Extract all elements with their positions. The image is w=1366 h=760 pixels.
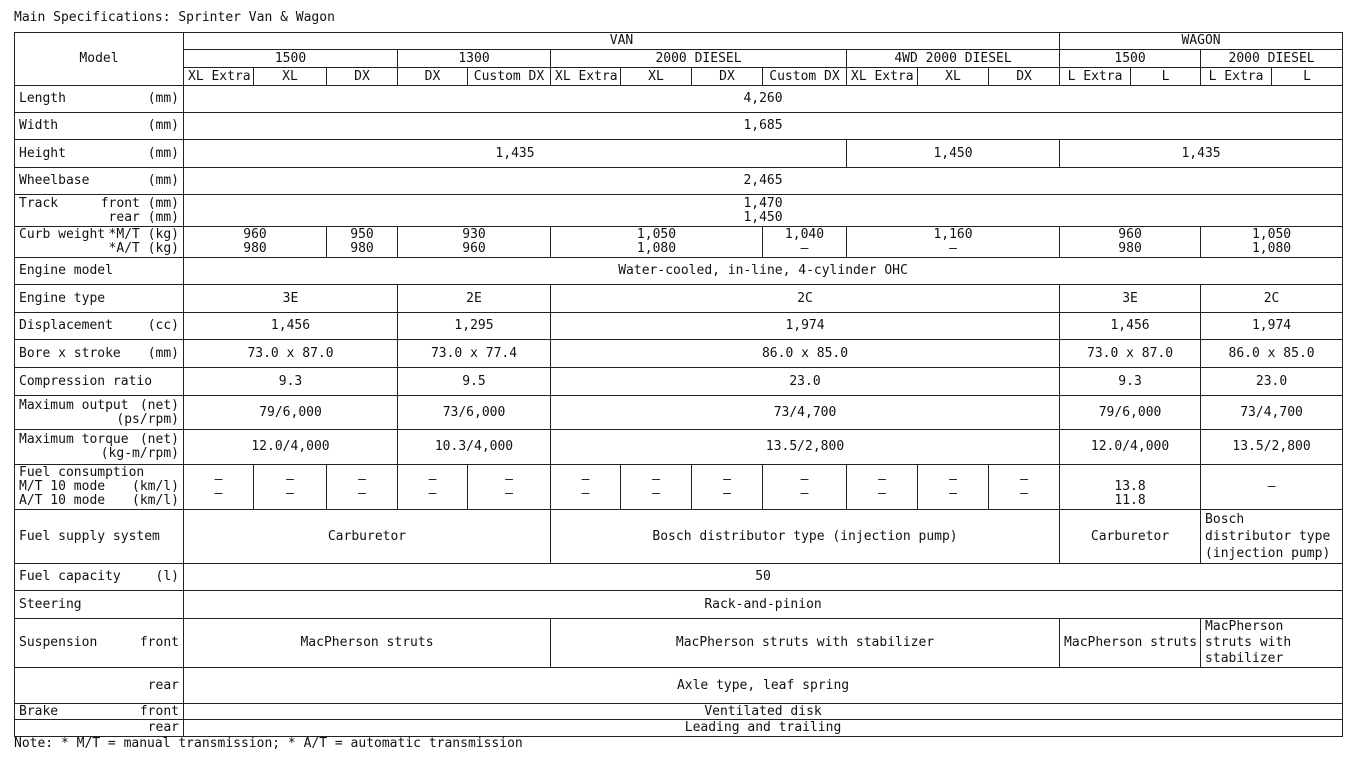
bore-stroke-value: 73.0 x 87.0: [184, 340, 398, 368]
curb-weight-value: 1,040 —: [763, 227, 847, 258]
width-row: [15, 113, 1343, 140]
brake-rear-row: [15, 720, 1343, 737]
grade-header: L: [1272, 68, 1343, 86]
row-label: Engine type: [15, 285, 184, 313]
engine-type-value: 3E: [184, 285, 398, 313]
header-row-engines: [15, 50, 1343, 68]
height-value: 1,435: [1060, 140, 1343, 168]
fuel-consumption-value: — —: [184, 465, 254, 510]
maximum-output-row: [15, 396, 1343, 430]
row-label: Suspension front: [15, 619, 184, 668]
row-label: Fuel capacity (l): [15, 564, 184, 591]
torque-value: 13.5/2,800: [551, 430, 1060, 465]
row-label: Displacement (cc): [15, 313, 184, 340]
grade-header: XL Extra: [184, 68, 254, 86]
grade-header: DX: [989, 68, 1060, 86]
fuel-supply-value: Bosch distributor type (injection pump): [1201, 510, 1343, 564]
curb-weight-row: [15, 227, 1343, 258]
grade-header: XL Extra: [847, 68, 918, 86]
fuel-supply-value: Carburetor: [1060, 510, 1201, 564]
row-label: Curb weight *M/T (kg) *A/T (kg): [15, 227, 184, 258]
brake-front-row: [15, 704, 1343, 720]
wagon-2000-diesel-header: 2000 DIESEL: [1201, 50, 1343, 68]
grade-header: L: [1131, 68, 1201, 86]
fuel-consumption-value: —: [1201, 465, 1343, 510]
grade-header: XL: [918, 68, 989, 86]
row-label: Height (mm): [15, 140, 184, 168]
engine-type-value: 2C: [551, 285, 1060, 313]
van-1500-header: 1500: [184, 50, 398, 68]
engine-type-value: 3E: [1060, 285, 1201, 313]
fuel-consumption-value: — —: [468, 465, 551, 510]
fuel-consumption-value: — —: [918, 465, 989, 510]
height-value: 1,435: [184, 140, 847, 168]
curb-weight-value: 1,050 1,080: [1201, 227, 1343, 258]
torque-value: 13.5/2,800: [1201, 430, 1343, 465]
row-label: Steering: [15, 591, 184, 619]
output-value: 73/6,000: [398, 396, 551, 430]
maximum-torque-row: [15, 430, 1343, 465]
row-label: Fuel supply system: [15, 510, 184, 564]
footnote: Note: * M/T = manual transmission; * A/T = automatic transmission: [14, 736, 523, 751]
bore-stroke-value: 73.0 x 77.4: [398, 340, 551, 368]
header-row-top: [15, 33, 1343, 50]
row-label: Engine model: [15, 258, 184, 285]
van-4wd-header: 4WD 2000 DIESEL: [847, 50, 1060, 68]
output-value: 73/4,700: [1201, 396, 1343, 430]
fuel-consumption-value: — —: [763, 465, 847, 510]
grade-header: Custom DX: [468, 68, 551, 86]
row-label: Fuel consumption M/T 10 mode (km/l) A/T 10 mode (km/l): [15, 465, 184, 510]
displacement-value: 1,295: [398, 313, 551, 340]
output-value: 79/6,000: [1060, 396, 1201, 430]
row-label: Maximum torque (net) (kg-m/rpm): [15, 430, 184, 465]
row-label: Width (mm): [15, 113, 184, 140]
compression-value: 23.0: [1201, 368, 1343, 396]
grade-header: DX: [692, 68, 763, 86]
fuel-consumption-value: — —: [254, 465, 327, 510]
fuel-supply-value: Bosch distributor type (injection pump): [551, 510, 1060, 564]
fuel-consumption-value: — —: [989, 465, 1060, 510]
engine-type-value: 2E: [398, 285, 551, 313]
displacement-value: 1,456: [184, 313, 398, 340]
displacement-value: 1,974: [551, 313, 1060, 340]
suspension-front-row: [15, 619, 1343, 668]
fuel-supply-value: Carburetor: [184, 510, 551, 564]
van-1300-header: 1300: [398, 50, 551, 68]
length-row: [15, 86, 1343, 113]
engine-type-value: 2C: [1201, 285, 1343, 313]
fuel-consumption-value: — —: [398, 465, 468, 510]
wheelbase-value: 2,465: [184, 168, 1343, 195]
suspension-front-value: MacPherson struts: [184, 619, 551, 668]
bore-stroke-value: 73.0 x 87.0: [1060, 340, 1201, 368]
row-label: Track front (mm) rear (mm): [15, 195, 184, 227]
suspension-rear-row: [15, 668, 1343, 704]
specifications-table: [14, 32, 1343, 737]
length-value: 4,260: [184, 86, 1343, 113]
fuel-consumption-value: — —: [327, 465, 398, 510]
compression-value: 9.3: [184, 368, 398, 396]
fuel-capacity-value: 50: [184, 564, 1343, 591]
wheelbase-row: [15, 168, 1343, 195]
width-value: 1,685: [184, 113, 1343, 140]
engine-model-row: [15, 258, 1343, 285]
grade-header: Custom DX: [763, 68, 847, 86]
compression-value: 23.0: [551, 368, 1060, 396]
row-label: rear: [15, 720, 184, 737]
row-label: Compression ratio: [15, 368, 184, 396]
curb-weight-value: 960 980: [1060, 227, 1201, 258]
grade-header: XL Extra: [551, 68, 621, 86]
track-row: [15, 195, 1343, 227]
torque-value: 12.0/4,000: [1060, 430, 1201, 465]
bore-stroke-row: [15, 340, 1343, 368]
compression-value: 9.5: [398, 368, 551, 396]
bore-stroke-value: 86.0 x 85.0: [1201, 340, 1343, 368]
output-value: 73/4,700: [551, 396, 1060, 430]
brake-front-value: Ventilated disk: [184, 704, 1343, 720]
wagon-header: WAGON: [1060, 33, 1343, 50]
grade-header: XL: [254, 68, 327, 86]
row-label: Wheelbase (mm): [15, 168, 184, 195]
steering-value: Rack-and-pinion: [184, 591, 1343, 619]
fuel-consumption-value: — —: [551, 465, 621, 510]
fuel-consumption-value: 13.8 11.8: [1060, 465, 1201, 510]
row-label: Bore x stroke (mm): [15, 340, 184, 368]
grade-header: L Extra: [1060, 68, 1131, 86]
fuel-consumption-value: — —: [692, 465, 763, 510]
header-row-grades: [15, 68, 1343, 86]
suspension-front-value: MacPherson struts: [1060, 619, 1201, 668]
engine-model-value: Water-cooled, in-line, 4-cylinder OHC: [184, 258, 1343, 285]
suspension-rear-value: Axle type, leaf spring: [184, 668, 1343, 704]
row-label: Brake front: [15, 704, 184, 720]
row-label: rear: [15, 668, 184, 704]
fuel-supply-row: [15, 510, 1343, 564]
curb-weight-value: 950 980: [327, 227, 398, 258]
curb-weight-value: 1,160 —: [847, 227, 1060, 258]
engine-type-row: [15, 285, 1343, 313]
compression-value: 9.3: [1060, 368, 1201, 396]
brake-rear-value: Leading and trailing: [184, 720, 1343, 737]
steering-row: [15, 591, 1343, 619]
fuel-consumption-value: — —: [621, 465, 692, 510]
grade-header: DX: [327, 68, 398, 86]
suspension-front-value: MacPherson struts with stabilizer: [551, 619, 1060, 668]
curb-weight-value: 1,050 1,080: [551, 227, 763, 258]
suspension-front-value: MacPherson struts with stabilizer: [1201, 619, 1343, 668]
fuel-consumption-value: — —: [847, 465, 918, 510]
van-header: VAN: [184, 33, 1060, 50]
fuel-consumption-row: [15, 465, 1343, 510]
output-value: 79/6,000: [184, 396, 398, 430]
torque-value: 10.3/4,000: [398, 430, 551, 465]
grade-header: XL: [621, 68, 692, 86]
displacement-value: 1,974: [1201, 313, 1343, 340]
row-label: Maximum output (net) (ps/rpm): [15, 396, 184, 430]
grade-header: L Extra: [1201, 68, 1272, 86]
wagon-1500-header: 1500: [1060, 50, 1201, 68]
curb-weight-value: 930 960: [398, 227, 551, 258]
height-value: 1,450: [847, 140, 1060, 168]
displacement-value: 1,456: [1060, 313, 1201, 340]
fuel-capacity-row: [15, 564, 1343, 591]
track-value: 1,470 1,450: [184, 195, 1343, 227]
page-title: Main Specifications: Sprinter Van & Wagon: [14, 10, 335, 25]
compression-ratio-row: [15, 368, 1343, 396]
displacement-row: [15, 313, 1343, 340]
bore-stroke-value: 86.0 x 85.0: [551, 340, 1060, 368]
curb-weight-value: 960 980: [184, 227, 327, 258]
torque-value: 12.0/4,000: [184, 430, 398, 465]
grade-header: DX: [398, 68, 468, 86]
model-header: Model: [15, 33, 184, 86]
height-row: [15, 140, 1343, 168]
van-2000-diesel-header: 2000 DIESEL: [551, 50, 847, 68]
row-label: Length (mm): [15, 86, 184, 113]
